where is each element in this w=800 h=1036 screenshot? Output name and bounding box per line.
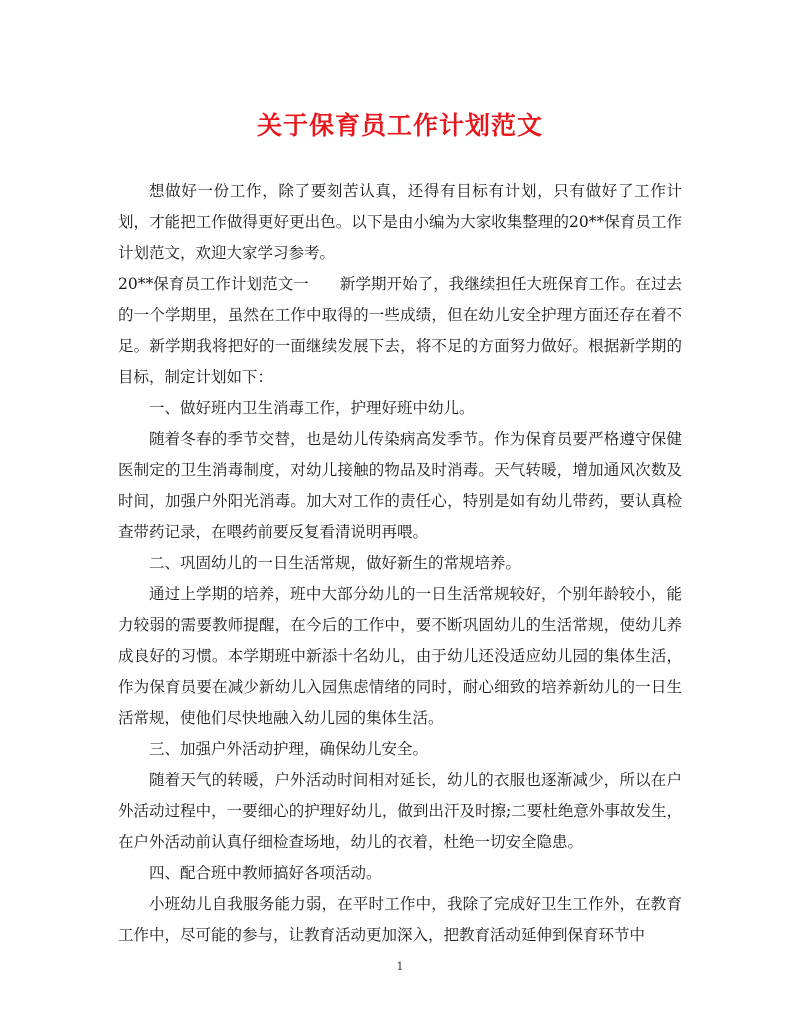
document-title: 关于保育员工作计划范文 bbox=[256, 111, 543, 140]
section-heading-3: 三、加强户外活动护理，确保幼儿安全。 bbox=[149, 740, 429, 758]
section-heading-1: 一、做好班内卫生消毒工作，护理好班中幼儿。 bbox=[149, 399, 475, 417]
paragraph-plan-one: 20**保育员工作计划范文一 新学期开始了，我继续担任大班保育工作。在过去的一个学期里，虽然在工作中取得的一些成绩，但在幼儿安全护理方面还存在着不足。新学期我将把好的一面继续发展下去，将不足的方面努力做好。根据新学期的目标，制定计划如下： bbox=[118, 275, 682, 386]
document-body bbox=[118, 176, 682, 951]
paragraph-section-2: 通过上学期的培养，班中大部分幼儿的一日生活常规较好，个别年龄较小，能力较弱的需要教师提醒，在今后的工作中，要不断巩固幼儿的生活常规，使幼儿养成良好的习惯。本学期班中新添十名幼儿，由于幼儿还没适应幼儿园的集体生活，作为保育员要在减少新幼儿入园焦虑情绪的同时，耐心细致的培养新幼儿的一日生活常规，使他们尽快地融入幼儿园的集体生活。 bbox=[118, 585, 682, 727]
paragraph-section-3: 随着天气的转暖，户外活动时间相对延长，幼儿的衣服也逐渐减少，所以在户外活动过程中，一要细心的护理好幼儿，做到出汗及时擦;二要杜绝意外事故发生，在户外活动前认真仔细检查场地，幼儿的衣着，杜绝一切安全隐患。 bbox=[118, 771, 682, 851]
section-heading-4: 四、配合班中教师搞好各项活动。 bbox=[149, 864, 382, 882]
paragraph-intro: 想做好一份工作，除了要刻苦认真，还得有目标有计划，只有做好了工作计划，才能把工作做得更好更出色。以下是由小编为大家收集整理的20**保育员工作计划范文，欢迎大家学习参考。 bbox=[118, 182, 682, 262]
paragraph-section-4: 小班幼儿自我服务能力弱，在平时工作中，我除了完成好卫生工作外，在教育工作中，尽可能的参与，让教育活动更加深入，把教育活动延伸到保育环节中 bbox=[118, 895, 682, 944]
paragraph-section-1: 随着冬春的季节交替，也是幼儿传染病高发季节。作为保育员要严格遵守保健医制定的卫生消毒制度，对幼儿接触的物品及时消毒。天气转暖，增加通风次数及时间，加强户外阳光消毒。加大对工作的责任心，特别是如有幼儿带药，要认真检查带药记录，在喂药前要反复看清说明再喂。 bbox=[118, 430, 682, 541]
page-number: 1 bbox=[396, 960, 404, 973]
section-heading-2: 二、巩固幼儿的一日生活常规，做好新生的常规培养。 bbox=[149, 554, 522, 572]
